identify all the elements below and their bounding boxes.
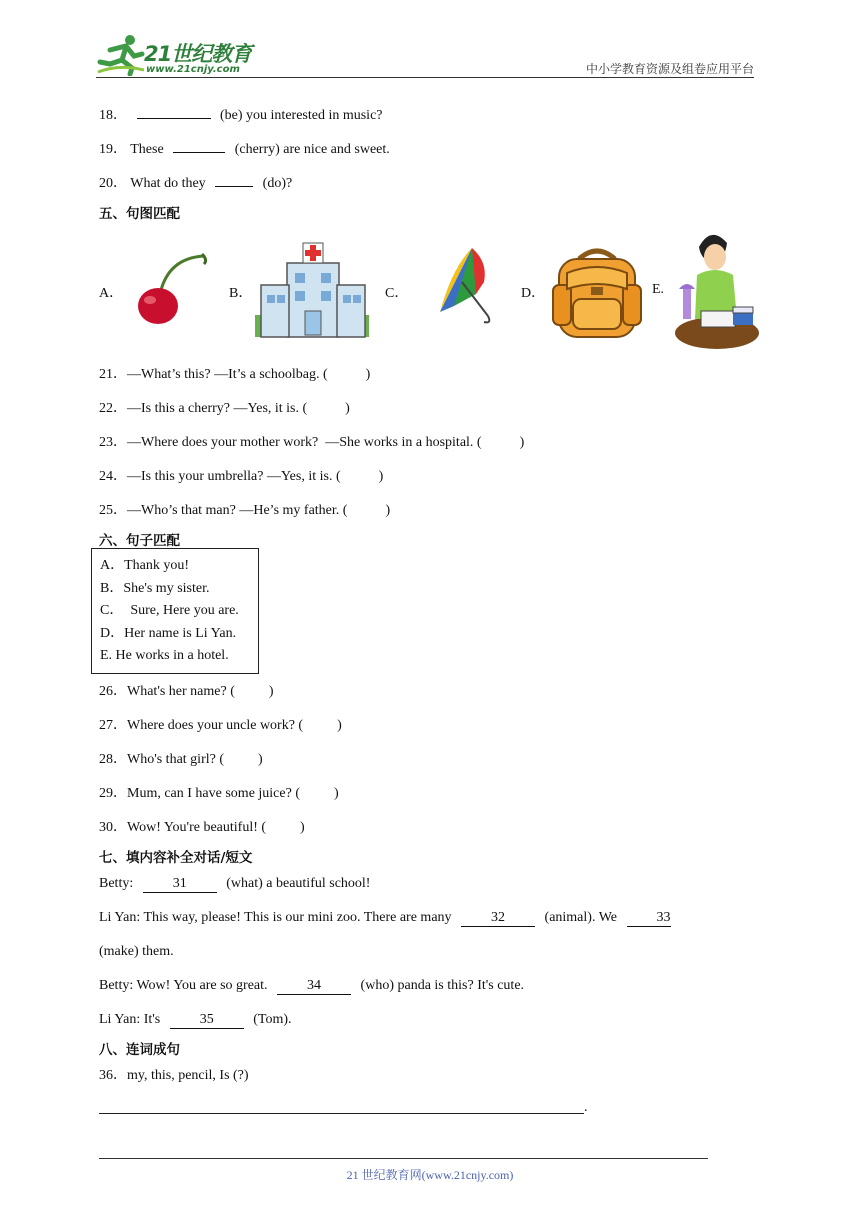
dialogue-line-1: Betty: 31 (what) a beautiful school!	[99, 876, 371, 891]
answer-line-36-period: .	[584, 1100, 588, 1115]
option-d: D．Her name is Li Yan.	[100, 625, 237, 641]
question-30: 30．Wow! You're beautiful! ( )	[99, 820, 305, 835]
header-platform-text: 中小学教育资源及组卷应用平台	[585, 62, 754, 76]
answer-line-36[interactable]	[99, 1113, 584, 1114]
schoolbag-icon	[549, 243, 645, 341]
answer-blank-34[interactable]: 34	[277, 977, 351, 995]
answer-blank-19[interactable]	[173, 152, 225, 153]
question-23: 23．—Where does your mother work? —She works in a hospital. ( )	[99, 435, 525, 450]
picture-label-a: A．	[99, 286, 124, 301]
picture-label-c: C．	[385, 286, 409, 301]
footer-text[interactable]: 21 世纪教育网(www.21cnjy.com)	[346, 1168, 514, 1182]
dialogue-line-3: (make) them.	[99, 944, 174, 959]
answer-blank-35[interactable]: 35	[170, 1011, 244, 1029]
answer-blank-33[interactable]: 33	[627, 909, 671, 927]
section-8-title: 八、连词成句	[99, 1042, 180, 1058]
options-box	[91, 548, 259, 674]
picture-label-e: E.	[652, 282, 665, 297]
umbrella-icon	[432, 242, 496, 326]
cherry-icon	[130, 248, 210, 328]
question-25: 25．—Who’s that man? —He’s my father. ( )	[99, 503, 391, 518]
dialogue-line-2: Li Yan: This way, please! This is our mini zoo. There are many 32 (animal). We 33	[99, 910, 671, 925]
header-logo	[96, 34, 266, 78]
dialogue-line-5: Li Yan: It's 35 (Tom).	[99, 1012, 292, 1027]
header-rule	[96, 77, 754, 78]
hospital-icon	[251, 241, 373, 341]
man-at-desk-icon	[671, 229, 761, 353]
answer-blank-32[interactable]: 32	[461, 909, 535, 927]
question-22: 22．—Is this a cherry? —Yes, it is. ( )	[99, 401, 350, 416]
question-21: 21．—What’s this? —It’s a schoolbag. ( )	[99, 367, 371, 382]
question-18: 18． (be) you interested in music?	[99, 108, 383, 123]
section-5-title: 五、句图匹配	[99, 206, 180, 222]
footer-rule	[99, 1158, 708, 1159]
dialogue-line-4: Betty: Wow! You are so great. 34 (who) panda is this? It's cute.	[99, 978, 525, 993]
section-7-title: 七、填内容补全对话/短文	[99, 850, 253, 866]
question-36: 36．my, this, pencil, Is (?)	[99, 1068, 249, 1083]
question-27: 27．Where does your uncle work? ( )	[99, 718, 342, 733]
logo-url-text: www.21cnjy.com	[146, 64, 240, 75]
question-28: 28．Who's that girl? ( )	[99, 752, 263, 767]
picture-label-b: B．	[229, 286, 253, 301]
logo-main-text: 21世纪教育	[144, 42, 252, 66]
question-19: 19． These (cherry) are nice and sweet.	[99, 142, 390, 157]
question-29: 29．Mum, can I have some juice? ( )	[99, 786, 339, 801]
question-26: 26．What's her name? ( )	[99, 684, 274, 699]
section-6-title: 六、句子匹配	[99, 533, 180, 549]
answer-blank-31[interactable]: 31	[143, 875, 217, 893]
option-a: A．Thank you!	[100, 558, 190, 573]
runner-logo-icon	[96, 34, 146, 76]
option-b: B．She's my sister.	[100, 580, 210, 596]
picture-label-d: D．	[521, 286, 546, 301]
question-24: 24．—Is this your umbrella? —Yes, it is. ( )	[99, 469, 384, 484]
option-c: C． Sure, Here you are.	[100, 603, 239, 618]
answer-blank-18[interactable]	[137, 118, 211, 119]
answer-blank-20[interactable]	[215, 186, 253, 187]
question-20: 20． What do they (do)?	[99, 176, 293, 191]
option-e: E. He works in a hotel.	[100, 648, 229, 663]
